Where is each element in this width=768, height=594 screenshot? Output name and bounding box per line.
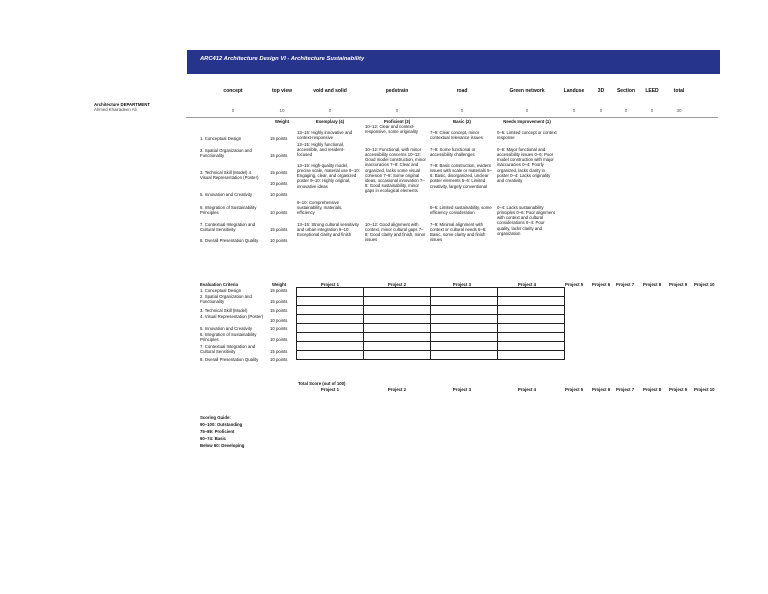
score-cell[interactable] — [431, 333, 498, 342]
criterion-weight: 15 points — [270, 170, 288, 175]
score-cell[interactable] — [297, 297, 364, 306]
project-header: Project 10 — [694, 282, 715, 287]
evaluation-row-weight: 15 points — [270, 288, 288, 293]
descriptor-proficient: 10–12: Functional, with minor accessibility concerns 10–12: Good model construction, minor inaccuracies 7–8: Clear and organized, lacks some visual cohesion 7–8: Some original ideas, occasional innovation 7–8: Good sustainability, minor gaps in ecological elements — [365, 147, 426, 194]
total-project-header: Project 2 — [387, 387, 407, 392]
score-cell[interactable] — [364, 288, 431, 297]
score-cell[interactable] — [297, 288, 364, 297]
score-cell[interactable] — [431, 342, 498, 351]
criterion-weight: 15 points — [270, 136, 288, 141]
header-divider — [186, 117, 718, 118]
criterion-name: 1. Conceptual Design — [200, 136, 242, 141]
column-count: 0 — [525, 108, 529, 113]
rubric-header-proficient: Proficient (3) — [383, 119, 411, 124]
project-header: Project 2 — [387, 282, 407, 287]
scoring-guide-line: 90–100: Outstanding — [200, 421, 243, 427]
column-header-green-network: Green network — [509, 88, 545, 94]
score-cell[interactable] — [498, 306, 565, 315]
project-header: Project 7 — [616, 282, 635, 287]
descriptor-needs-improvement: 0–6: Limited concept or context response — [497, 130, 557, 141]
evaluation-row-weight: 10 points — [270, 326, 288, 331]
evaluation-row-weight: 15 points — [270, 308, 288, 313]
descriptor-basic: 7–9: Clear concept, minor contextual relevance issues — [430, 130, 483, 141]
score-cell[interactable] — [364, 324, 431, 333]
evaluation-row-name: 6. Integration of Sustainability Principles — [200, 332, 257, 343]
column-header-section: Section — [616, 88, 636, 94]
column-header-landuse: Landuse — [563, 88, 585, 94]
total-project-header: Project 3 — [452, 387, 472, 392]
column-header-leed: LEED — [645, 88, 659, 94]
table-row — [297, 306, 565, 315]
score-cell[interactable] — [364, 333, 431, 342]
descriptor-exemplary: 13–15: Strong cultural sensitivity and urban integration 9–10: Exceptional clarity and finish — [297, 222, 359, 238]
descriptor-exemplary: 13–15: High-quality model, precise scale, material use 9–10: Engaging, clear, and organized poster 9–10: Highly original, innovative ideas — [297, 163, 360, 189]
score-cell[interactable] — [364, 306, 431, 315]
score-cell[interactable] — [297, 351, 364, 360]
criterion-weight: 15 points — [270, 153, 288, 158]
evaluation-row-name: 1. Conceptual Design — [200, 288, 242, 293]
score-cell[interactable] — [498, 324, 565, 333]
score-cell[interactable] — [364, 315, 431, 324]
score-cell[interactable] — [431, 315, 498, 324]
score-grid — [296, 287, 565, 360]
scoring-guide-title: Scoring Guide: — [200, 415, 231, 420]
descriptor-exemplary: 13–15: Highly innovative and context-responsive — [297, 130, 353, 141]
evaluation-row-weight: 10 points — [270, 318, 288, 323]
total-project-header: Project 1 — [320, 387, 340, 392]
rubric-header-weight: Weight — [274, 119, 290, 124]
criterion-name: 6. Integration of Sustainability Principles — [200, 205, 257, 216]
evaluation-weight-header: Weight — [272, 282, 287, 287]
column-header-top-view: top view — [271, 88, 293, 94]
evaluation-row-name: 4. Visual Representation (Poster) — [200, 314, 264, 319]
column-header-concept: concept — [223, 88, 243, 94]
score-cell[interactable] — [297, 342, 364, 351]
score-cell[interactable] — [431, 297, 498, 306]
table-row — [297, 351, 565, 360]
score-cell[interactable] — [364, 342, 431, 351]
column-count: 30 — [676, 108, 682, 113]
column-header-total: total — [673, 88, 685, 94]
total-project-header: Project 7 — [616, 387, 635, 392]
table-row — [297, 315, 565, 324]
total-project-header: Project 6 — [592, 387, 611, 392]
project-header: Project 9 — [669, 282, 688, 287]
total-project-header: Project 9 — [669, 387, 688, 392]
evaluation-row-name: 5. Innovation and Creativity — [200, 326, 253, 331]
score-cell[interactable] — [431, 288, 498, 297]
column-header-void-and-solid: void and solid — [313, 88, 347, 94]
column-header-road: road — [456, 88, 468, 94]
project-header: Project 6 — [592, 282, 611, 287]
total-project-header: Project 4 — [517, 387, 537, 392]
criterion-name: 3. Technical Skill (Model) 4. Visual Representation (Poster) — [200, 170, 259, 181]
project-header: Project 1 — [320, 282, 340, 287]
criterion-weight: 10 points — [270, 181, 288, 186]
column-header-3d: 3D — [597, 88, 605, 94]
total-project-header: Project 10 — [694, 387, 715, 392]
descriptor-needs-improvement: 0–4: Lacks sustainability principles 0–6: Poor alignment with context and cultural considerations 0–4: Poor quality, lacks clarity and organization — [497, 205, 555, 236]
score-cell[interactable] — [364, 297, 431, 306]
score-cell[interactable] — [498, 288, 565, 297]
evaluation-row-weight: 10 points — [270, 337, 288, 342]
rubric-header-needs-improvement: Needs Improvement (1) — [503, 119, 551, 124]
rubric-header-exemplary: Exemplary (4) — [315, 119, 345, 124]
evaluation-criteria-header: Evaluation Criteria — [200, 282, 238, 287]
scoring-guide — [200, 415, 244, 449]
descriptor-needs-improvement: 0–6: Major functional and accessibility issues 0–6: Poor model construction with major inaccuracies 0–4: Poorly organized, lacks clarity in poster 0–4: Lacks originality and creativity — [497, 147, 554, 183]
evaluation-row-name: 7. Contextual Integration and Cultural Sensitivity — [200, 344, 256, 355]
score-cell[interactable] — [498, 333, 565, 342]
evaluation-row-name: 2. Spatial Organization and Functionality — [200, 294, 252, 305]
column-header-pedstrain: pedstrain — [385, 88, 409, 94]
score-cell[interactable] — [297, 333, 364, 342]
score-cell[interactable] — [297, 324, 364, 333]
column-count: 0 — [624, 108, 628, 113]
score-cell[interactable] — [498, 351, 565, 360]
column-count: 0 — [231, 108, 235, 113]
rubric-header-basic: Basic (2) — [453, 119, 471, 124]
descriptor-exemplary: 13–15: Highly functional, accessible, and resident-focused — [297, 142, 345, 158]
table-row — [297, 342, 565, 351]
score-cell[interactable] — [431, 306, 498, 315]
score-cell[interactable] — [498, 342, 565, 351]
evaluation-row-weight: 15 points — [270, 349, 288, 354]
descriptor-proficient: 10–12: Good alignment with context, minor cultural gaps 7–8: Good clarity and finish, minor issues — [365, 222, 426, 243]
column-count: 0 — [572, 108, 576, 113]
criterion-name: 2. Spatial Organization and Functionality — [200, 148, 252, 159]
score-cell[interactable] — [297, 306, 364, 315]
evaluation-row-weight: 10 points — [270, 357, 288, 362]
column-count: 0 — [328, 108, 332, 113]
project-header: Project 4 — [517, 282, 537, 287]
criterion-name: 8. Overall Presentation Quality — [200, 238, 259, 243]
total-project-header: Project 8 — [643, 387, 662, 392]
table-row — [297, 324, 565, 333]
column-count: 0 — [650, 108, 654, 113]
column-count: 10 — [279, 108, 285, 113]
department-name: Architecture DEPARTMENT — [94, 102, 151, 107]
column-count: 0 — [599, 108, 603, 113]
descriptor-basic: 7–9: Minimal alignment with context or cultural needs 5–6: Basic, some clarity and finish issues — [430, 222, 487, 243]
score-cell[interactable] — [498, 297, 565, 306]
score-cell[interactable] — [297, 315, 364, 324]
total-project-header: Project 5 — [565, 387, 584, 392]
descriptor-basic: 7–9: Basic construction, evident issues with scale or materials 5–6: Basic, disorganized, unclear poster elements 5–6: Limited creativity, largely conventional — [430, 163, 492, 189]
scoring-guide-line: Below 60: Developing — [200, 442, 245, 448]
score-cell[interactable] — [431, 324, 498, 333]
evaluation-row-weight: 15 points — [270, 299, 288, 304]
table-row — [297, 297, 565, 306]
descriptor-exemplary: 9–10: Comprehensive sustainability, materials, efficiency — [297, 200, 343, 216]
score-cell[interactable] — [364, 351, 431, 360]
project-header: Project 5 — [565, 282, 584, 287]
descriptor-basic: 7–9: Some functional or accessibility challenges — [430, 147, 476, 158]
criterion-weight: 10 points — [270, 238, 288, 243]
column-count: 0 — [460, 108, 464, 113]
score-cell[interactable] — [431, 351, 498, 360]
table-row — [297, 288, 565, 297]
table-row — [297, 333, 565, 342]
total-score-label: Total Score (out of 100) — [298, 381, 346, 386]
evaluation-row-name: 8. Overall Presentation Quality — [200, 357, 259, 362]
evaluation-row-name: 3. Technical Skill (Model) — [200, 308, 248, 313]
criterion-weight: 10 points — [270, 192, 288, 197]
page-title: ARC412 Architecture Design VI - Architecture Sustainability — [200, 56, 365, 62]
scoring-guide-line: 60–74: Basic — [200, 435, 227, 441]
descriptor-proficient: 10–12: Clear and context-responsive, some originality — [365, 124, 419, 135]
criterion-weight: 15 points — [270, 227, 288, 232]
project-header: Project 3 — [452, 282, 472, 287]
score-cell[interactable] — [498, 315, 565, 324]
criterion-name: 7. Contextual Integration and Cultural Sensitivity — [200, 222, 256, 233]
descriptor-basic: 5–6: Limited sustainability, some efficiency consideration — [430, 205, 492, 216]
criterion-weight: 10 points — [270, 210, 288, 215]
criterion-name: 5. Innovation and Creativity — [200, 192, 253, 197]
column-count: 0 — [395, 108, 399, 113]
instructor-name: Ahmed Khairadeen Ali — [94, 107, 137, 112]
scoring-guide-line: 75–89: Proficient — [200, 428, 235, 434]
project-header: Project 8 — [643, 282, 662, 287]
